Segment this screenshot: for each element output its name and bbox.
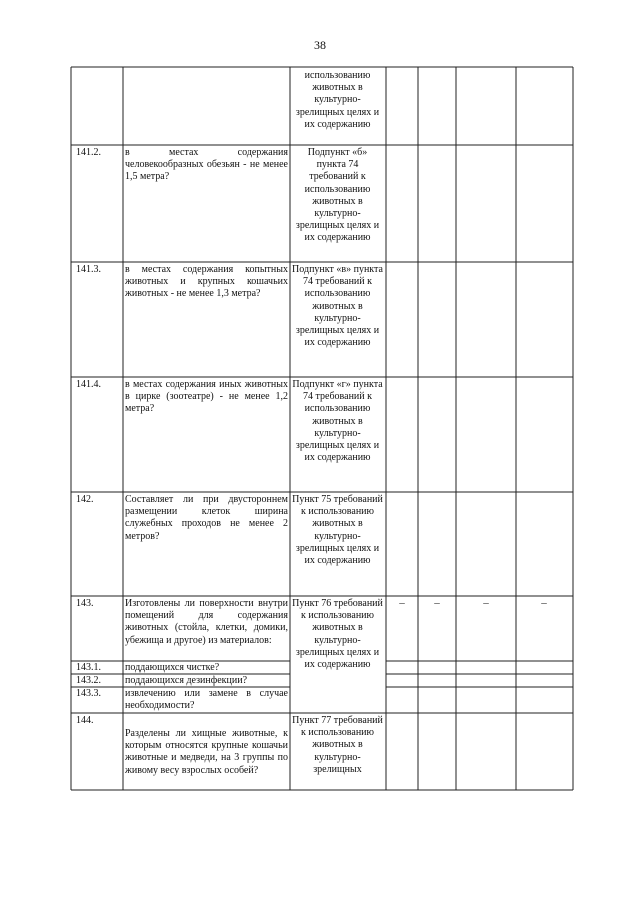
dash-mark: – (541, 597, 547, 609)
table-row-ref: использованию животных в культурно-зрелищных целях и их содержанию (295, 70, 380, 130)
row-number: 144. (76, 715, 94, 726)
page-number: 38 (314, 38, 326, 52)
dash-mark: – (483, 597, 489, 609)
row-reference: Подпункт «г» пункта 74 требований к использованию животных в культурно-зрелищных целях и их содержанию (292, 379, 383, 464)
row-number: 141.2. (76, 147, 101, 158)
row-question: в местах содержания иных животных в цирке (зоотеатре) - не менее 1,2 метра? (125, 379, 288, 415)
row-number: 143.2. (76, 675, 101, 686)
row-reference: Пункт 75 требований к использованию животных в культурно-зрелищных целях и их содержанию (292, 494, 383, 567)
row-question: в местах содержания копытных животных и крупных кошачьих животных - не менее 1,3 метра? (125, 264, 288, 300)
row-number: 143.3. (76, 688, 101, 699)
dash-mark: – (399, 597, 405, 609)
row-question: Изготовлены ли поверхности внутри помещений для содержания животных (стойла, клетки, домики, убежища и другое) из материалов: (125, 598, 288, 646)
row-question: Составляет ли при двустороннем размещении клеток ширина служебных проходов не менее 2 метров? (125, 494, 288, 542)
row-number: 143.1. (76, 662, 101, 673)
row-number: 142. (76, 494, 94, 505)
row-reference: Подпункт «в» пункта 74 требований к использованию животных в культурно-зрелищных целях и их содержанию (292, 264, 383, 349)
row-question: в местах содержания человекообразных обезьян - не менее 1,5 метра? (125, 147, 288, 183)
row-reference: Пункт 76 требований к использованию животных в культурно-зрелищных целях и их содержанию (292, 598, 383, 671)
row-number: 141.4. (76, 379, 101, 390)
row-question: извлечению или замене в случае необходимости? (125, 688, 288, 712)
row-reference: Подпункт «б» пункта 74 требований к использованию животных в культурно-зрелищных целях и их содержанию (295, 147, 380, 244)
row-question: Разделены ли хищные животные, к которым относятся крупные кошачьи животные и медведи, на 3 группы по живому весу взрослых особей? (125, 728, 288, 776)
dash-mark: – (434, 597, 440, 609)
row-reference: Пункт 77 требований к использованию животных в культурно-зрелищных (292, 715, 383, 775)
row-question: поддающихся дезинфекции? (125, 675, 248, 686)
row-number: 141.3. (76, 264, 101, 275)
row-question: поддающихся чистке? (125, 662, 220, 673)
row-number: 143. (76, 598, 94, 609)
